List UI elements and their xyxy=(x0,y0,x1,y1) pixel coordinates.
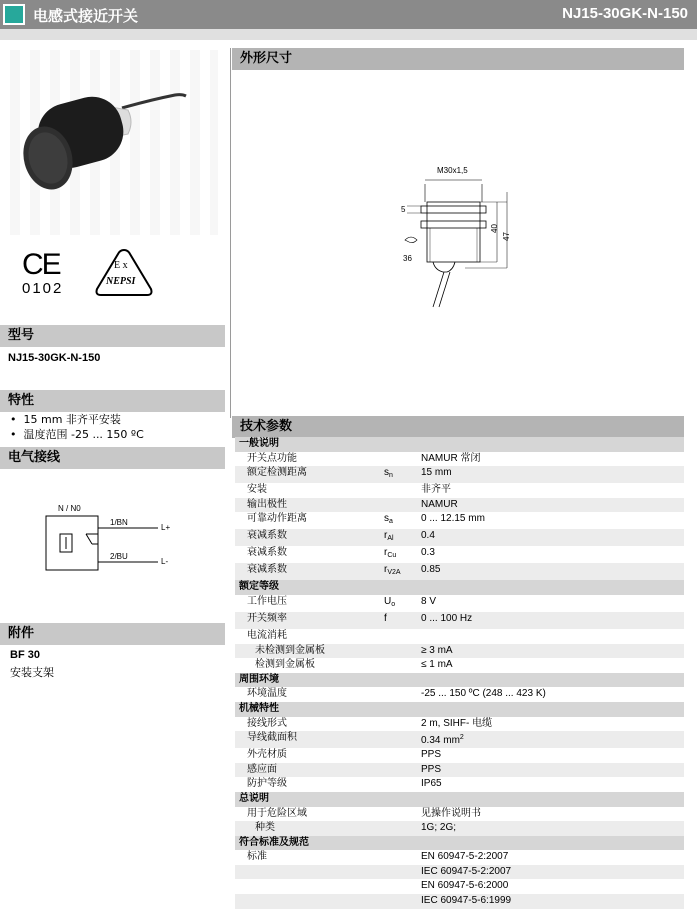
feature-text: 温度范围 -25 ... 150 ºC xyxy=(23,428,144,441)
spec-label: 输出极性 xyxy=(235,498,380,513)
spec-row xyxy=(235,629,684,644)
spec-symbol xyxy=(380,894,417,909)
spec-group-label: 额定等级 xyxy=(235,580,684,595)
spec-symbol-main: s xyxy=(384,467,389,479)
dim-thread: M30x1,5 xyxy=(437,166,468,175)
spec-row xyxy=(235,546,684,563)
spec-label: 检测到金属板 xyxy=(235,658,380,673)
spec-value xyxy=(417,894,684,909)
accessory-name[interactable]: BF 30 xyxy=(10,649,40,661)
spec-label: 标准 xyxy=(235,850,380,865)
spec-value xyxy=(417,748,684,763)
spec-row xyxy=(235,612,684,629)
header-bar xyxy=(0,0,697,29)
spec-value-text: 0 ... 100 Hz xyxy=(421,612,473,624)
dim-36: 36 xyxy=(403,254,412,263)
spec-row xyxy=(235,644,684,659)
spec-label xyxy=(235,879,380,894)
spec-label: 衰减系数 xyxy=(235,563,380,580)
spec-symbol xyxy=(380,687,417,702)
spec-value xyxy=(417,644,684,659)
spec-symbol-main: s xyxy=(384,513,389,525)
spec-value-text: 见操作说明书 xyxy=(421,807,481,819)
spec-value-text: 0.34 mm xyxy=(421,735,460,747)
section-tech: 技术参数 xyxy=(232,416,684,438)
spec-value-text: ≤ 1 mA xyxy=(421,659,453,671)
spec-value xyxy=(417,483,684,498)
brand-square-icon xyxy=(3,4,25,25)
feature-text: 15 mm 非齐平安装 xyxy=(23,413,121,426)
spec-value-text: NAMUR xyxy=(421,498,458,510)
spec-value xyxy=(417,687,684,702)
spec-symbol xyxy=(380,563,417,580)
spec-value xyxy=(417,629,684,644)
column-divider xyxy=(230,48,231,418)
spec-row xyxy=(235,595,684,612)
spec-value-text: EN 60947-5-6:2000 xyxy=(421,880,509,892)
spec-group-label: 符合标准及规范 xyxy=(235,836,684,851)
nepsi-triangle-icon xyxy=(92,247,156,299)
feature-item: • 15 mm 非齐平安装 xyxy=(10,413,121,426)
spec-row xyxy=(235,483,684,498)
spec-row xyxy=(235,879,684,894)
spec-value xyxy=(417,512,684,529)
spec-value-text: 2 m, SIHF- 电缆 xyxy=(421,717,493,729)
spec-symbol xyxy=(380,658,417,673)
spec-symbol-sub: V2A xyxy=(387,569,401,577)
spec-value xyxy=(417,466,684,483)
spec-label: 外壳材质 xyxy=(235,748,380,763)
ce-number: 0102 xyxy=(22,280,64,297)
spec-row xyxy=(235,748,684,763)
spec-symbol xyxy=(380,595,417,612)
header-subbar xyxy=(0,29,697,40)
spec-symbol xyxy=(380,821,417,836)
spec-label: 可靠动作距离 xyxy=(235,512,380,529)
spec-symbol xyxy=(380,748,417,763)
spec-row xyxy=(235,529,684,546)
spec-value-text: 0.85 xyxy=(421,564,441,576)
spec-symbol xyxy=(380,452,417,467)
spec-symbol xyxy=(380,763,417,778)
spec-symbol-sub: n xyxy=(389,472,393,480)
spec-row xyxy=(235,865,684,880)
spec-value-text: IP65 xyxy=(421,778,442,790)
spec-label xyxy=(235,894,380,909)
wiring-diagram xyxy=(40,500,200,580)
spec-label: 安装 xyxy=(235,483,380,498)
spec-value-text: 8 V xyxy=(421,595,437,607)
spec-value xyxy=(417,807,684,822)
spec-value xyxy=(417,595,684,612)
spec-label: 电流消耗 xyxy=(235,629,380,644)
spec-group-header xyxy=(235,702,684,717)
spec-symbol xyxy=(380,512,417,529)
spec-value-text: 非齐平 xyxy=(421,484,451,496)
spec-value-text: 0.4 xyxy=(421,530,435,542)
spec-row xyxy=(235,452,684,467)
wiring-type-label: N / N0 xyxy=(58,504,81,513)
spec-label: 导线截面积 xyxy=(235,731,380,748)
spec-value xyxy=(417,879,684,894)
spec-group-label: 总说明 xyxy=(235,792,684,807)
spec-symbol xyxy=(380,629,417,644)
spec-row xyxy=(235,498,684,513)
spec-symbol xyxy=(380,850,417,865)
spec-symbol xyxy=(380,777,417,792)
section-features: 特性 xyxy=(0,390,225,412)
ce-logo: CE xyxy=(22,248,60,281)
spec-symbol-main: U xyxy=(384,595,392,607)
spec-symbol xyxy=(380,807,417,822)
spec-label: 工作电压 xyxy=(235,595,380,612)
spec-label: 接线形式 xyxy=(235,717,380,732)
spec-row xyxy=(235,466,684,483)
spec-table xyxy=(235,437,684,909)
spec-symbol-sub: a xyxy=(389,518,393,526)
spec-symbol xyxy=(380,529,417,546)
spec-group-header xyxy=(235,836,684,851)
spec-label: 开关点功能 xyxy=(235,452,380,467)
spec-value-text: IEC 60947-5-6:1999 xyxy=(421,895,512,907)
spec-value-text: EN 60947-5-2:2007 xyxy=(421,851,509,863)
spec-value xyxy=(417,777,684,792)
spec-symbol xyxy=(380,483,417,498)
section-dimensions: 外形尺寸 xyxy=(232,48,684,70)
spec-value-text: 1G; 2G; xyxy=(421,822,457,834)
spec-value-text: PPS xyxy=(421,763,442,775)
spec-group-header xyxy=(235,792,684,807)
spec-value-text: ≥ 3 mA xyxy=(421,644,453,656)
spec-value xyxy=(417,731,684,748)
pin1-label: 1/BN xyxy=(110,518,128,527)
spec-symbol xyxy=(380,612,417,629)
spec-label: 衰减系数 xyxy=(235,529,380,546)
dimension-drawing xyxy=(395,162,525,312)
spec-group-label: 周围环境 xyxy=(235,673,684,688)
spec-label: 额定检测距离 xyxy=(235,466,380,483)
spec-value xyxy=(417,498,684,513)
spec-symbol-main: r xyxy=(384,530,388,542)
spec-value xyxy=(417,850,684,865)
spec-label: 种类 xyxy=(235,821,380,836)
spec-row xyxy=(235,717,684,732)
spec-value-text: 15 mm xyxy=(421,467,452,479)
spec-row xyxy=(235,687,684,702)
spec-group-header xyxy=(235,580,684,595)
spec-symbol-main: f xyxy=(384,612,387,624)
spec-row xyxy=(235,777,684,792)
spec-value xyxy=(417,763,684,778)
spec-symbol-sub: o xyxy=(391,600,396,608)
spec-row xyxy=(235,807,684,822)
spec-label: 环境温度 xyxy=(235,687,380,702)
spec-label: 开关频率 xyxy=(235,612,380,629)
spec-symbol xyxy=(380,498,417,513)
spec-value xyxy=(417,452,684,467)
spec-value-text: PPS xyxy=(421,749,442,761)
spec-value-text: IEC 60947-5-2:2007 xyxy=(421,865,512,877)
type-value: NJ15-30GK-N-150 xyxy=(8,352,101,364)
spec-symbol-main: r xyxy=(384,547,388,559)
spec-group-header xyxy=(235,437,684,452)
spec-value-text: -25 ... 150 ºC (248 ... 423 K) xyxy=(421,688,546,700)
features-list xyxy=(10,412,144,442)
dim-47: 47 xyxy=(501,232,511,241)
spec-symbol-main: r xyxy=(384,564,388,576)
spec-value xyxy=(417,717,684,732)
spec-symbol xyxy=(380,546,417,563)
spec-group-header xyxy=(235,673,684,688)
spec-symbol xyxy=(380,466,417,483)
spec-symbol-sub: Cu xyxy=(387,552,397,560)
spec-value xyxy=(417,658,684,673)
spec-row xyxy=(235,850,684,865)
spec-value-text: 0 ... 12.15 mm xyxy=(421,513,485,525)
spec-group-label: 机械特性 xyxy=(235,702,684,717)
spec-value xyxy=(417,529,684,546)
l-minus-label: L- xyxy=(161,557,169,566)
dim-40: 40 xyxy=(489,224,499,233)
spec-row xyxy=(235,731,684,748)
nepsi-logo xyxy=(92,247,156,299)
spec-label: 衰减系数 xyxy=(235,546,380,563)
spec-value xyxy=(417,563,684,580)
spec-label: 防护等级 xyxy=(235,777,380,792)
product-image xyxy=(10,50,218,235)
spec-value-sup: 2 xyxy=(459,734,464,742)
spec-value xyxy=(417,821,684,836)
spec-symbol xyxy=(380,731,417,748)
ce-mark xyxy=(22,250,72,297)
spec-symbol xyxy=(380,644,417,659)
spec-label: 感应面 xyxy=(235,763,380,778)
nepsi-text: NEPSI xyxy=(106,276,136,287)
spec-symbol xyxy=(380,717,417,732)
nepsi-ex: E x xyxy=(114,260,128,271)
page-title: 电感式接近开关 xyxy=(33,7,139,25)
spec-group-label: 一般说明 xyxy=(235,437,684,452)
spec-label: 用于危险区域 xyxy=(235,807,380,822)
spec-row xyxy=(235,821,684,836)
spec-value xyxy=(417,546,684,563)
sensor-photo xyxy=(10,50,218,235)
spec-row xyxy=(235,512,684,529)
spec-label: 未检测到金属板 xyxy=(235,644,380,659)
pin2-label: 2/BU xyxy=(110,552,128,561)
spec-symbol xyxy=(380,865,417,880)
model-number: NJ15-30GK-N-150 xyxy=(562,5,688,22)
spec-value xyxy=(417,612,684,629)
spec-row xyxy=(235,563,684,580)
spec-symbol xyxy=(380,879,417,894)
spec-symbol-sub: Al xyxy=(387,535,394,543)
accessory-desc: 安装支架 xyxy=(10,666,54,679)
feature-item: • 温度范围 -25 ... 150 ºC xyxy=(10,428,144,441)
spec-row xyxy=(235,894,684,909)
dim-5: 5 xyxy=(401,205,406,214)
spec-value-text: 0.3 xyxy=(421,547,435,559)
spec-value xyxy=(417,865,684,880)
spec-value-text: NAMUR 常闭 xyxy=(421,452,481,464)
section-wiring: 电气接线 xyxy=(0,447,225,469)
spec-label xyxy=(235,865,380,880)
section-type: 型号 xyxy=(0,325,225,347)
spec-row xyxy=(235,658,684,673)
spec-row xyxy=(235,763,684,778)
section-accessories: 附件 xyxy=(0,623,225,645)
l-plus-label: L+ xyxy=(161,523,171,532)
